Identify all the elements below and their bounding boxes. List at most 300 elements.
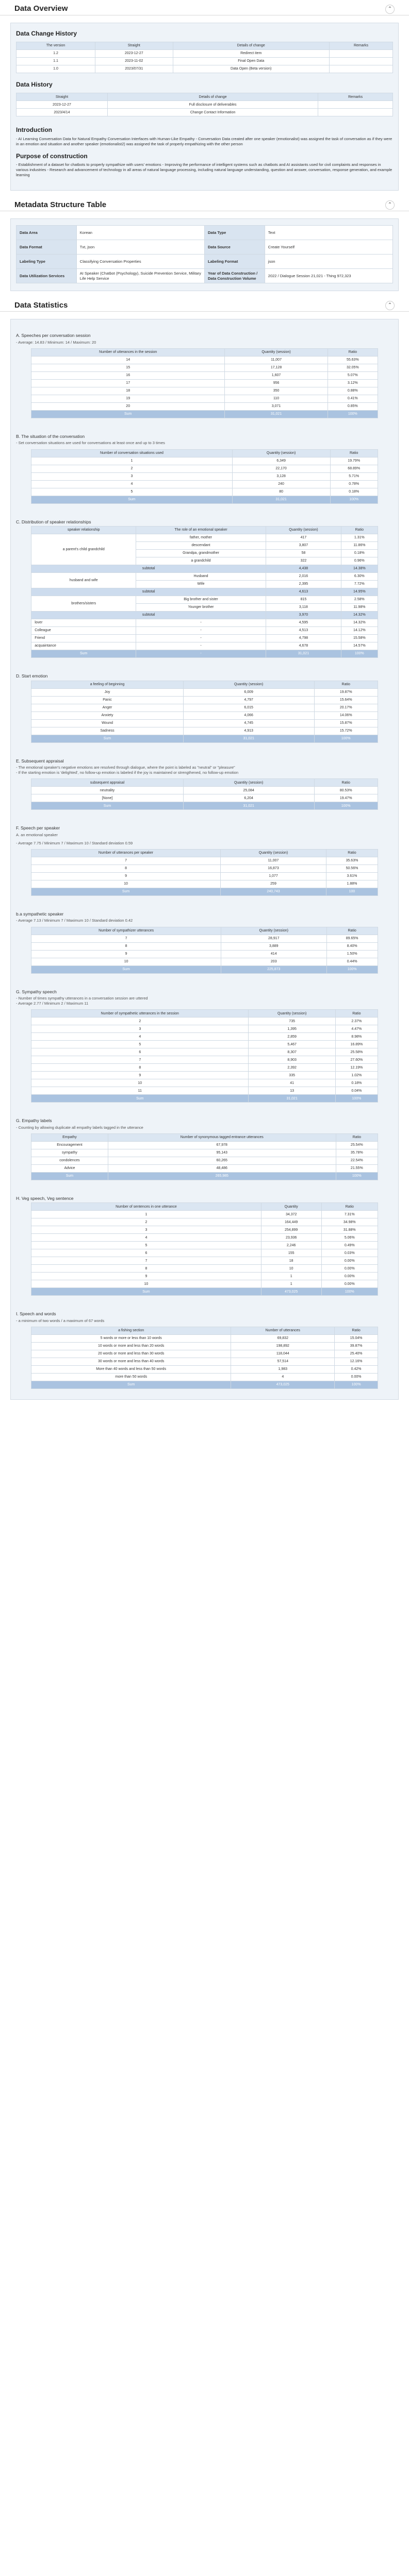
block-g-title: G. Sympathy speech [16, 989, 57, 994]
table-row [31, 387, 378, 395]
table-cell: 15.04% [335, 1334, 378, 1342]
subtotal-row [31, 588, 378, 596]
table-cell: 0.88% [328, 387, 378, 395]
column-header: Number of synonymous tagged entrance utterances [108, 1133, 336, 1141]
stat-table [31, 1009, 378, 1103]
table-cell: 5 [31, 488, 232, 496]
table-row [31, 1025, 378, 1033]
sum-cell: 225,873 [221, 965, 326, 973]
block-note: - The emotional speaker's negative emotions are resolved through dialogue, where the point is labeled as "neutral" or "pleasure" - If the starting emotion is 'delighted', no follow-up emotion is labeled if the joy is maintained or strengthened, no follow-up emotion [16, 765, 239, 775]
sum-cell: Sum [31, 1172, 108, 1180]
table-row [31, 371, 378, 379]
table-cell: 18 [261, 1257, 321, 1265]
table-cell: 20.17% [314, 704, 378, 711]
sum-cell: 100% [335, 1095, 378, 1103]
meta-key: Year of Data Construction / Data Construction Volume [204, 269, 265, 283]
column-header: a fishing section [31, 1327, 231, 1334]
table-cell: 27.60% [335, 1056, 378, 1064]
table-row [17, 226, 393, 240]
stat-table [31, 449, 378, 504]
table-cell: 110 [225, 395, 328, 402]
column-header: Quantity [261, 1203, 321, 1211]
table-cell: 8 [31, 1265, 261, 1273]
subtotal-cell: 14.95% [341, 588, 378, 596]
sum-cell: 100% [336, 1172, 378, 1180]
stat-table [31, 1202, 378, 1296]
history-title: Data History [16, 81, 53, 89]
table-cell: 240 [232, 480, 330, 488]
table-cell: 25.54% [336, 1141, 378, 1149]
table-cell: Colleague [31, 627, 136, 635]
table-row [31, 1072, 378, 1079]
chevron-up-icon[interactable]: ⌃ [385, 5, 395, 14]
block-a-title: A. Speeches per conversation session [16, 333, 91, 338]
table-cell: 0.00% [335, 1373, 378, 1381]
table-cell: Grandpa, grandmother [136, 550, 266, 557]
table-row [17, 58, 393, 65]
table-cell: 14.57% [341, 642, 378, 650]
table-cell: 10 [31, 1079, 249, 1087]
table-cell: 417 [266, 534, 341, 542]
table-row [31, 1342, 378, 1350]
table-cell: 414 [221, 950, 326, 958]
column-header: Ratio [336, 1133, 378, 1141]
table-cell: 20 words or more and less than 30 words [31, 1350, 231, 1358]
sum-cell: 473,025 [231, 1381, 335, 1388]
table-cell: [None] [31, 794, 184, 802]
table-cell: 1 [31, 457, 232, 465]
stat-table [31, 348, 378, 418]
table-cell: 164,449 [261, 1218, 321, 1226]
table-cell: 15 [31, 364, 225, 371]
table-cell: 11,007 [225, 356, 328, 364]
table-cell: 58 [266, 550, 341, 557]
table-cell [318, 109, 393, 116]
table-cell: Full disclosure of deliverables [107, 101, 318, 109]
block-note: - Average 7.13 / Minimum 7 / Maximum 10 / Standard deviation 0.42 [16, 918, 133, 923]
table-cell: 25.58% [335, 1048, 378, 1056]
table-row [31, 1064, 378, 1072]
table-cell: Anxiety [31, 711, 184, 719]
table-cell: 12.16% [335, 1358, 378, 1365]
table-cell: 4 [31, 1033, 249, 1041]
table-cell: 0.00% [321, 1273, 378, 1280]
table-cell: 6,204 [183, 794, 314, 802]
table-cell: 7 [31, 935, 221, 942]
sum-row [31, 1095, 378, 1103]
subtotal-cell: 3,970 [266, 612, 341, 619]
stat-table [31, 849, 378, 896]
table-cell: 1 [261, 1273, 321, 1280]
table-cell: 2023-11-02 [95, 58, 173, 65]
table-cell: 1.31% [341, 534, 378, 542]
table-row [31, 711, 378, 719]
table-cell: 4,913 [183, 727, 314, 735]
table-cell: 0.03% [321, 1249, 378, 1257]
table-cell: 14.32% [341, 619, 378, 627]
table-cell: 0.18% [330, 488, 378, 496]
group-name: a parent's child grandchild [31, 534, 136, 565]
stats-title: Data Statistics [14, 300, 68, 310]
metadata-panel [10, 218, 399, 291]
sum-cell: 240,743 [220, 888, 326, 895]
chevron-up-icon[interactable]: ⌃ [385, 301, 395, 310]
sum-cell: 100 [326, 888, 378, 895]
change-history-table [16, 42, 393, 73]
table-cell [329, 58, 392, 65]
table-cell: 254,899 [261, 1226, 321, 1234]
stat-table [31, 778, 378, 810]
table-cell: 6,015 [183, 704, 314, 711]
table-cell: 2.37% [335, 1018, 378, 1025]
table-cell: 4 [231, 1373, 335, 1381]
table-cell: 0.00% [321, 1265, 378, 1273]
column-header: Number of sentences in one utterance [31, 1203, 261, 1211]
table-cell: 9 [31, 950, 221, 958]
chevron-up-icon[interactable]: ⌃ [385, 200, 395, 210]
column-header: Ratio [314, 779, 378, 787]
table-cell: 4,513 [266, 627, 341, 635]
table-cell: 2 [31, 465, 232, 472]
table-row [31, 465, 378, 472]
table-cell: 350 [225, 387, 328, 395]
table-cell: 322 [266, 557, 341, 565]
table-cell: 15.64% [314, 696, 378, 704]
column-header: Quantity (session) [266, 527, 341, 534]
table-cell: 3.61% [326, 872, 378, 880]
table-row [31, 1211, 378, 1218]
intro-body: - AI Learning Conversation Data for Natural Empathy Conversation Interfaces with Human-Like Empathy - Conversation Data created after one speaker (emotionalist) was assigned the task of conversation as if they were in an emotion and situation and another speaker (emotionalist2) was assigned the task of properly empathizing with the other person [16, 136, 392, 146]
table-cell: 4,797 [183, 696, 314, 704]
column-header: Quantity (session) [183, 681, 314, 688]
table-cell: 20 [31, 402, 225, 410]
table-row [31, 1018, 378, 1025]
table-cell: 35.78% [336, 1149, 378, 1157]
table-row [31, 787, 378, 794]
table-row [31, 1048, 378, 1056]
table-row [17, 269, 393, 283]
sum-row [31, 888, 378, 895]
table-cell: 15.58% [341, 635, 378, 642]
table-cell: 3 [31, 1025, 249, 1033]
table-row [31, 704, 378, 711]
table-cell: Data Open (Beta version) [173, 65, 329, 73]
table-cell: - [136, 642, 266, 650]
metadata-header[interactable] [0, 199, 409, 211]
table-cell: 2,246 [261, 1242, 321, 1249]
table-cell: 1.0 [17, 65, 95, 73]
table-row [31, 1373, 378, 1381]
table-cell: acquaintance [31, 642, 136, 650]
table-cell: 5 [31, 1242, 261, 1249]
metadata-table [16, 225, 393, 283]
table-row [31, 1334, 378, 1342]
subtotal-label: subtotal [31, 588, 266, 596]
history-table [16, 93, 393, 116]
group-name: brothers/sisters [31, 596, 136, 612]
sum-cell: Sum [31, 735, 184, 742]
sum-cell: 31,021 [183, 802, 314, 810]
table-cell: Joy [31, 688, 184, 696]
table-cell: 4,066 [183, 711, 314, 719]
table-row [31, 1234, 378, 1242]
table-cell: sympathy [31, 1149, 108, 1157]
table-row [31, 857, 378, 865]
table-cell: Wife [136, 581, 266, 588]
column-header: Number of sympathizer utterances [31, 927, 221, 935]
meta-value: Text [265, 226, 392, 240]
block-note: - Counting by allowing duplicate all empathy labels tagged in the utterance [16, 1125, 143, 1130]
table-cell: Big brother and sister [136, 596, 266, 604]
table-cell: 13 [249, 1087, 336, 1095]
change-history-title: Data Change History [16, 30, 77, 37]
table-cell: 3,807 [266, 542, 341, 550]
table-cell: 0.18% [341, 550, 378, 557]
block-f-title: F. Speech per speaker [16, 825, 60, 831]
table-cell: 7.31% [321, 1211, 378, 1218]
sum-cell: 31,021 [183, 735, 314, 742]
sum-cell: Sum [31, 650, 136, 658]
table-cell: 118,044 [231, 1350, 335, 1358]
sum-row [31, 1288, 378, 1296]
table-row [31, 1226, 378, 1234]
table-cell: 19.79% [330, 457, 378, 465]
table-cell: 2,859 [249, 1033, 336, 1041]
sum-cell: 100% [341, 650, 378, 658]
table-cell: 18 [31, 387, 225, 395]
table-cell: 4,678 [266, 642, 341, 650]
table-row [31, 1280, 378, 1288]
stat-table [31, 927, 378, 974]
column-header: Quantity (session) [249, 1010, 336, 1018]
sum-cell: 100% [314, 802, 378, 810]
table-cell: 14.12% [341, 627, 378, 635]
stat-table [31, 1327, 378, 1389]
table-row [31, 880, 378, 888]
table-cell: 23,936 [261, 1234, 321, 1242]
table-cell: 19 [31, 395, 225, 402]
sum-cell: Sum [31, 802, 184, 810]
column-header: speaker relationship [31, 527, 136, 534]
table-row [31, 1056, 378, 1064]
intro-title: Introduction [16, 126, 52, 134]
sum-cell: 100% [335, 1381, 378, 1388]
table-cell: 3,071 [225, 402, 328, 410]
table-cell: 956 [225, 379, 328, 387]
table-cell: 69,832 [231, 1334, 335, 1342]
sum-row [31, 410, 378, 418]
table-cell: 8.40% [326, 942, 378, 950]
table-cell: 22.54% [336, 1157, 378, 1164]
table-cell: 6.30% [341, 573, 378, 581]
table-cell: 6 [31, 1048, 249, 1056]
table-cell: 198,892 [231, 1342, 335, 1350]
column-header: Remarks [318, 93, 393, 101]
sum-cell: 265,985 [108, 1172, 336, 1180]
table-row [17, 50, 393, 58]
meta-value: AI Speaker (Chatbot (Psychology), Suicide Prevention Service, Military Life Help Service [76, 269, 204, 283]
table-row [17, 255, 393, 269]
table-cell: 11 [31, 1087, 249, 1095]
table-cell: 9 [31, 1072, 249, 1079]
table-cell: a grandchild [136, 557, 266, 565]
sum-cell: - [136, 650, 266, 658]
meta-value: Korean [76, 226, 204, 240]
sum-cell: 473,025 [261, 1288, 321, 1296]
table-cell: 21.55% [336, 1164, 378, 1172]
sum-cell: 100% [314, 735, 378, 742]
table-cell: 1 [261, 1280, 321, 1288]
table-cell: 815 [266, 596, 341, 604]
block-note: - Average: 14.83 / Minimum: 14 / Maximum: 20 [16, 340, 96, 345]
meta-key: Data Source [204, 240, 265, 255]
subtotal-label: subtotal [31, 565, 266, 573]
table-cell: 14 [31, 356, 225, 364]
sum-cell: Sum [31, 965, 221, 973]
block-note: - a minimum of two words / a maximum of 67 words [16, 1318, 105, 1323]
column-header: Quantity (session) [220, 849, 326, 857]
table-row [31, 1350, 378, 1358]
table-cell: Younger brother [136, 604, 266, 612]
column-header: Quantity (session) [183, 779, 314, 787]
table-row [31, 619, 378, 627]
table-cell: 16,873 [220, 865, 326, 872]
table-cell: 6,349 [232, 457, 330, 465]
table-cell: 95,143 [108, 1149, 336, 1157]
table-cell: 3,128 [232, 472, 330, 480]
table-row [31, 688, 378, 696]
table-cell: Advice [31, 1164, 108, 1172]
table-cell: 11,007 [220, 857, 326, 865]
table-cell: 34.98% [321, 1218, 378, 1226]
block-note: - Number of times sympathy utterances in a conversation session are uttered - Average 2.77 / Minimum 2 / Maximum 11 [16, 996, 148, 1006]
table-cell: 2 [31, 1218, 261, 1226]
column-header: Ratio [341, 527, 378, 534]
sum-row [31, 650, 378, 658]
table-row [31, 356, 378, 364]
table-cell: 39.87% [335, 1342, 378, 1350]
column-header: subsequent appraisal [31, 779, 184, 787]
table-cell: 16 [31, 371, 225, 379]
table-cell: 11.98% [341, 604, 378, 612]
table-cell: - [136, 627, 266, 635]
table-cell: 259 [220, 880, 326, 888]
table-row [31, 627, 378, 635]
table-cell: 5 words or more or less than 10 words [31, 1334, 231, 1342]
table-cell: 5.06% [321, 1234, 378, 1242]
table-row [31, 1273, 378, 1280]
table-cell: 11.86% [341, 542, 378, 550]
table-cell: 1,395 [249, 1025, 336, 1033]
sum-cell: 100% [321, 1288, 378, 1296]
purpose-title: Purpose of construction [16, 152, 88, 160]
overview-panel [10, 23, 399, 191]
table-cell: 2023/4/14 [17, 109, 108, 116]
table-cell: 1.50% [326, 950, 378, 958]
column-header: Ratio [326, 927, 378, 935]
table-row [31, 1149, 378, 1157]
table-row [31, 573, 378, 581]
table-row [31, 596, 378, 604]
table-cell: 9 [31, 872, 221, 880]
sum-cell: Sum [31, 410, 225, 418]
table-cell [318, 101, 393, 109]
sum-cell: 31,021 [266, 650, 341, 658]
table-cell: 5.07% [328, 371, 378, 379]
column-header: a feeling of beginning [31, 681, 184, 688]
column-header: Remarks [329, 42, 392, 50]
table-cell [329, 65, 392, 73]
table-cell: 12.19% [335, 1064, 378, 1072]
table-cell: 80 [232, 488, 330, 496]
table-cell: Friend [31, 635, 136, 642]
block-note: - Set conversation situations are used for conversations at least once and up to 3 times [16, 440, 165, 446]
table-cell: 0.00% [321, 1257, 378, 1265]
table-cell: 22,170 [232, 465, 330, 472]
table-cell: Sadness [31, 727, 184, 735]
table-cell: 0.85% [328, 402, 378, 410]
sum-cell: 100% [328, 410, 378, 418]
block-note: - Average 7.75 / Minimum 7 / Maximum 10 / Standard deviation 0.59 [16, 840, 133, 845]
table-cell: 0.00% [321, 1280, 378, 1288]
block-e-title: E. Subsequent appraisal [16, 758, 64, 764]
table-row [31, 1164, 378, 1172]
column-header: Quantity (session) [225, 348, 328, 356]
table-cell: descendant [136, 542, 266, 550]
sum-row [31, 1172, 378, 1180]
table-row [17, 101, 393, 109]
table-cell: 3,889 [221, 942, 326, 950]
metadata-title: Metadata Structure Table [14, 200, 107, 209]
column-header: Ratio [330, 449, 378, 457]
block-j-title: I. Speech and words [16, 1311, 56, 1317]
table-cell: - [136, 635, 266, 642]
table-row [31, 472, 378, 480]
table-cell: 4,798 [266, 635, 341, 642]
table-cell: More than 40 words and less than 50 words [31, 1365, 231, 1373]
column-header: Details of change [107, 93, 318, 101]
column-header: Number of utterances per speaker [31, 849, 221, 857]
overview-title: Data Overview [14, 4, 68, 13]
table-row [31, 1157, 378, 1164]
table-cell: 8,307 [249, 1048, 336, 1056]
table-cell: 3 [31, 1226, 261, 1234]
table-row [31, 1257, 378, 1265]
table-row [31, 1033, 378, 1041]
column-header: Straight [95, 42, 173, 50]
table-cell: 15.87% [314, 719, 378, 727]
overview-header[interactable] [0, 3, 409, 15]
sum-row [31, 1381, 378, 1388]
table-cell: 14.06% [314, 711, 378, 719]
table-cell: 9 [31, 1273, 261, 1280]
table-row [31, 395, 378, 402]
table-cell: 1,983 [231, 1365, 335, 1373]
column-header: Number of utterances in the session [31, 348, 225, 356]
table-cell: 55.63% [328, 356, 378, 364]
table-cell: 10 [31, 1280, 261, 1288]
table-row [31, 1358, 378, 1365]
table-row [31, 488, 378, 496]
table-cell: 16.89% [335, 1041, 378, 1048]
table-cell: 57,514 [231, 1358, 335, 1365]
table-row [17, 240, 393, 255]
table-cell: 335 [249, 1072, 336, 1079]
stats-header[interactable] [0, 299, 409, 312]
table-cell: Final Open Data [173, 58, 329, 65]
table-cell: 4,595 [266, 619, 341, 627]
table-cell: 48,486 [108, 1164, 336, 1172]
